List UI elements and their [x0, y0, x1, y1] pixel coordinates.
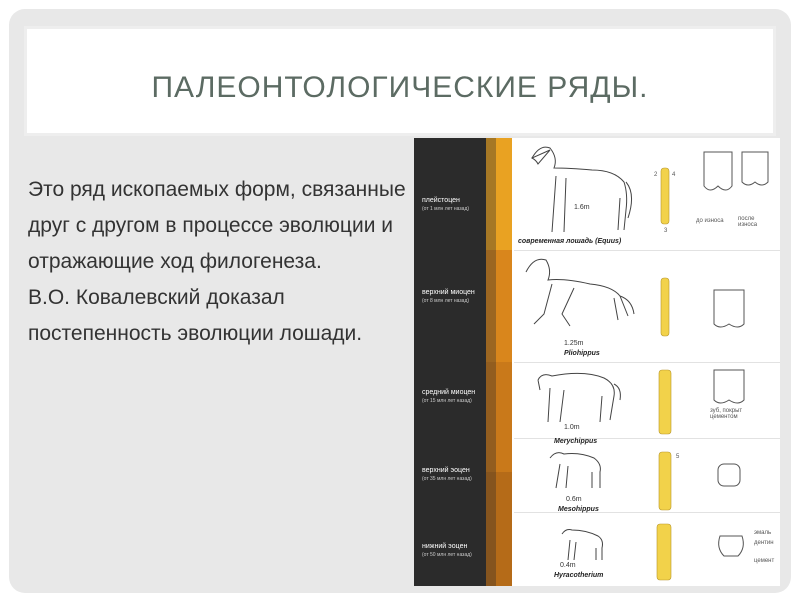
- era-label: средний миоцен: [422, 389, 476, 396]
- tooth-note: дентин: [754, 540, 774, 546]
- size-label: 1.0m: [564, 424, 580, 431]
- era-label: плейстоцен: [422, 197, 460, 204]
- mesohippus-drawing: [550, 453, 600, 488]
- species-label: Pliohippus: [564, 350, 600, 357]
- size-label: 0.6m: [566, 496, 582, 503]
- paragraph-kovalevsky: В.О. Ковалевский доказал постепенность эволюции лошади.: [28, 286, 363, 345]
- era-sub: (от 50 млн лет назад): [422, 552, 472, 558]
- era-sub: (от 35 млн лет назад): [422, 476, 472, 482]
- species-label: Hyracotherium: [554, 572, 604, 579]
- horse-evolution-figure: [414, 138, 780, 586]
- era-label: верхний миоцен: [422, 289, 475, 296]
- era-sub: (от 15 млн лет назад): [422, 398, 472, 404]
- species-label: Mesohippus: [558, 506, 599, 513]
- species-label: Merychippus: [554, 438, 598, 445]
- digit-label: 3: [664, 228, 668, 234]
- digit-label: 4: [672, 172, 676, 178]
- title-box: [24, 26, 776, 136]
- tooth-note: после износа: [738, 216, 758, 228]
- era-sub: (от 1 млн лет назад): [422, 206, 470, 212]
- body-text: [28, 172, 413, 352]
- teeth: [704, 152, 768, 556]
- merychippus-drawing: [538, 373, 620, 422]
- paragraph-definition: Это ряд ископаемых форм, связанные друг с другом в процессе эволюции и отражающие ход филогенеза.: [28, 178, 406, 273]
- size-label: 1.6m: [574, 204, 590, 211]
- size-label: 1.25m: [564, 340, 584, 347]
- tooth-note: до износа: [696, 218, 724, 224]
- era-label: верхний эоцен: [422, 467, 470, 474]
- pliohippus-drawing: [526, 259, 634, 326]
- horse-drawings: [414, 138, 780, 586]
- era-sub: (от 8 млн лет назад): [422, 298, 470, 304]
- digit-label: 5: [676, 454, 680, 460]
- tooth-note: зуб, покрыт цементом: [710, 408, 743, 420]
- digit-label: 2: [654, 172, 658, 178]
- era-label: нижний эоцен: [422, 543, 468, 550]
- hyracotherium-drawing: [562, 530, 603, 561]
- size-label: 0.4m: [560, 562, 576, 569]
- equus-drawing: [532, 147, 632, 232]
- species-label: современная лошадь (Equus): [518, 238, 622, 245]
- tooth-note: цемент: [754, 558, 775, 564]
- tooth-note: эмаль: [754, 530, 772, 536]
- slide-title: ПАЛЕОНТОЛОГИЧЕСКИЕ РЯДЫ.: [151, 71, 649, 104]
